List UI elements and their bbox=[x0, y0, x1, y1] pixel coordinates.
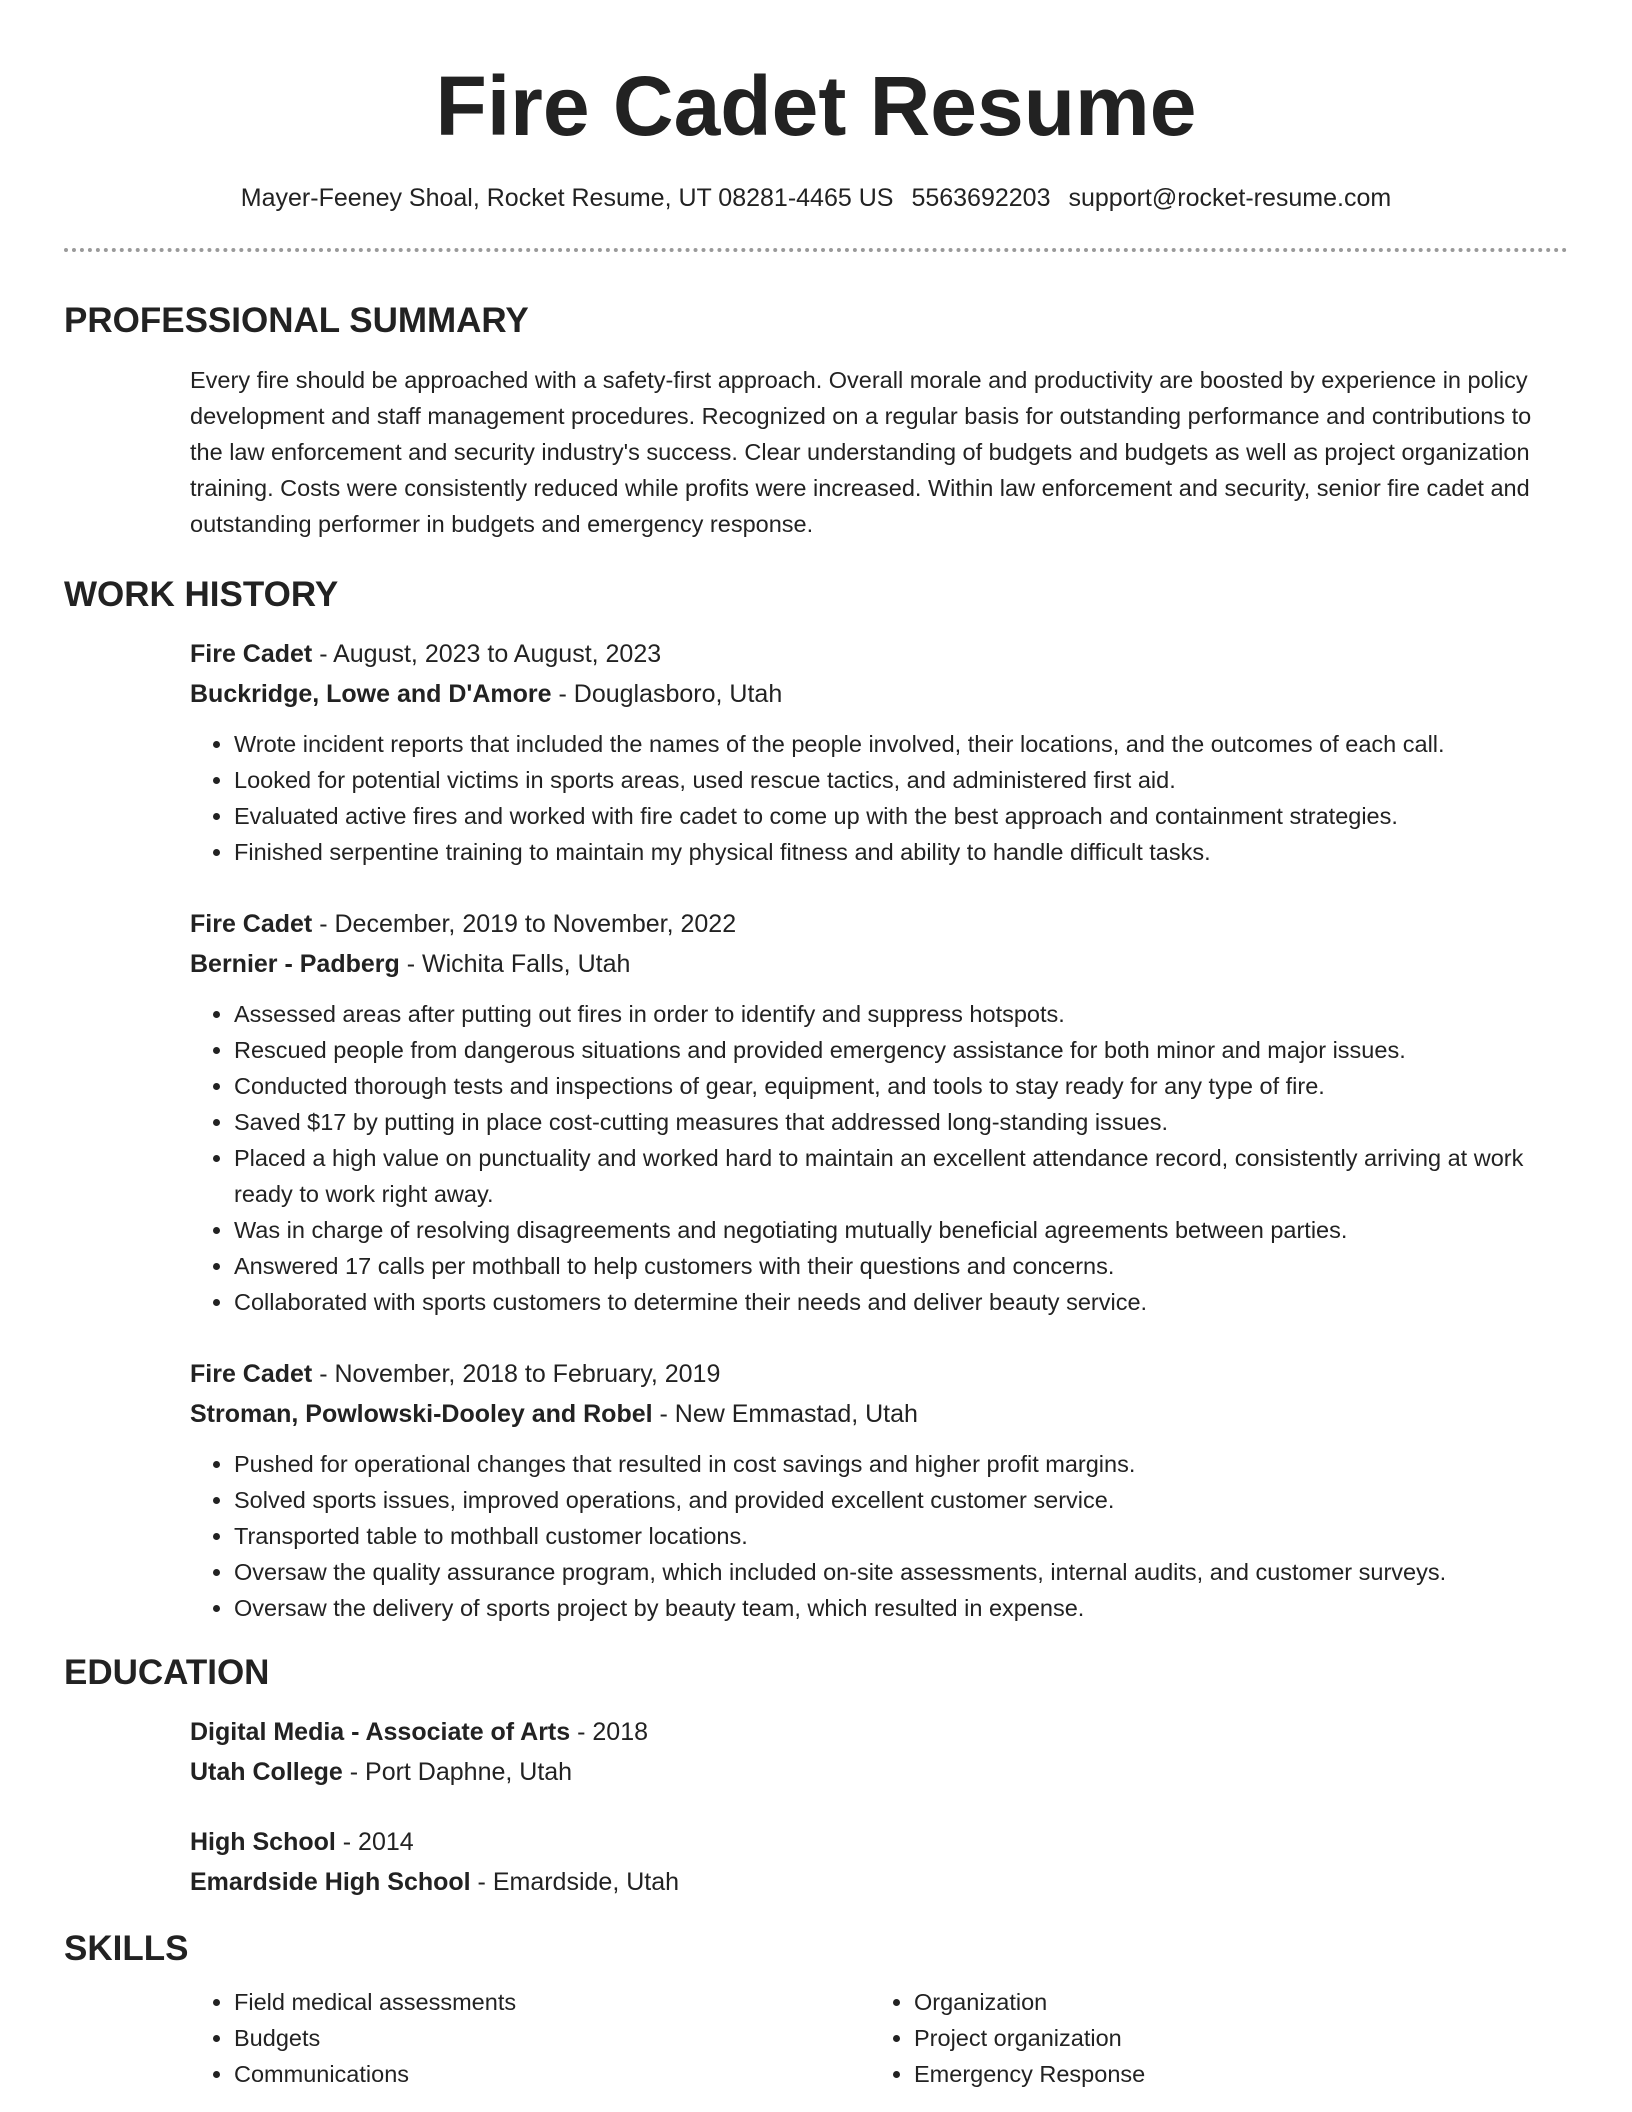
resume-title: Fire Cadet Resume bbox=[435, 59, 1197, 153]
contact-address: Mayer-Feeney Shoal, Rocket Resume, UT 08281-4465 US bbox=[240, 184, 894, 212]
skills-column-right bbox=[870, 1984, 1550, 2092]
job-location: - Douglasboro, Utah bbox=[551, 680, 783, 708]
job-bullet: • Placed a high value on punctuality and worked hard to maintain an excellent attendance record, consistently arriving at work ready to work right away. bbox=[234, 1140, 1568, 1212]
job-bullets bbox=[190, 726, 1568, 870]
education-degree: Digital Media - Associate of Arts bbox=[190, 1718, 571, 1746]
job-title-line bbox=[190, 904, 1568, 944]
education-degree-line bbox=[190, 1822, 1568, 1862]
education-year: - 2018 bbox=[570, 1718, 649, 1746]
contact-line bbox=[64, 182, 1568, 214]
skills-heading: SKILLS bbox=[64, 1929, 189, 1968]
job-dates: - December, 2019 to November, 2022 bbox=[312, 910, 737, 938]
education-degree-line bbox=[190, 1712, 1568, 1752]
job-bullet: • Conducted thorough tests and inspections of gear, equipment, and tools to stay ready for any type of fire. bbox=[234, 1068, 1568, 1104]
job-bullet: • Rescued people from dangerous situations and provided emergency assistance for both minor and major issues. bbox=[234, 1032, 1568, 1068]
education-entry bbox=[190, 1712, 1568, 1792]
job-location: - Wichita Falls, Utah bbox=[399, 950, 631, 978]
education-school-line bbox=[190, 1752, 1568, 1792]
job-company-line bbox=[190, 944, 1568, 984]
resume-page bbox=[64, 0, 1568, 2092]
summary-text: Every fire should be approached with a safety-first approach. Overall morale and productivity are boosted by experience in policy development and staff management procedures. Recognized on a regular basis for outstanding performance and contributions to the law enforcement and security industry's success. Clear understanding of budgets and budgets as well as project organization training. Costs were consistently reduced while profits were increased. Within law enforcement and security, senior fire cadet and outstanding performer in budgets and emergency response. bbox=[190, 367, 1532, 537]
job-bullet: • Finished serpentine training to maintain my physical fitness and ability to handle difficult tasks. bbox=[234, 834, 1568, 870]
job-bullet: • Oversaw the quality assurance program, which included on-site assessments, internal audits, and customer surveys. bbox=[234, 1554, 1568, 1590]
job-bullet: • Evaluated active fires and worked with fire cadet to come up with the best approach and containment strategies. bbox=[234, 798, 1568, 834]
job-bullet: • Transported table to mothball customer locations. bbox=[234, 1518, 1568, 1554]
job-location: - New Emmastad, Utah bbox=[652, 1400, 918, 1428]
skill-item: • Field medical assessments bbox=[234, 1984, 870, 2020]
job-bullet: • Assessed areas after putting out fires in order to identify and suppress hotspots. bbox=[234, 996, 1568, 1032]
skills-list bbox=[190, 1984, 1568, 2092]
job-company: Buckridge, Lowe and D'Amore bbox=[190, 680, 552, 708]
job-entry bbox=[190, 1354, 1568, 1626]
skill-item: • Emergency Response bbox=[914, 2056, 1550, 2092]
work-history-list bbox=[190, 634, 1568, 1626]
job-bullet: • Wrote incident reports that included the names of the people involved, their locations, and the outcomes of each call. bbox=[234, 726, 1568, 762]
skills-column-left bbox=[190, 1984, 870, 2092]
summary-heading: PROFESSIONAL SUMMARY bbox=[64, 301, 529, 340]
education-heading: EDUCATION bbox=[64, 1653, 270, 1692]
education-year: - 2014 bbox=[335, 1828, 414, 1856]
job-bullet: • Saved $17 by putting in place cost-cutting measures that addressed long-standing issues. bbox=[234, 1104, 1568, 1140]
education-location: - Emardside, Utah bbox=[470, 1868, 680, 1896]
job-bullets bbox=[190, 996, 1568, 1320]
job-dates: - November, 2018 to February, 2019 bbox=[312, 1360, 721, 1388]
job-entry bbox=[190, 904, 1568, 1320]
job-title-line bbox=[190, 1354, 1568, 1394]
job-entry bbox=[190, 634, 1568, 870]
education-school-line bbox=[190, 1862, 1568, 1902]
job-bullet: • Solved sports issues, improved operations, and provided excellent customer service. bbox=[234, 1482, 1568, 1518]
job-bullet: • Answered 17 calls per mothball to help customers with their questions and concerns. bbox=[234, 1248, 1568, 1284]
job-title: Fire Cadet bbox=[190, 910, 313, 938]
job-bullets bbox=[190, 1446, 1568, 1626]
education-entry bbox=[190, 1822, 1568, 1902]
skill-item: • Communications bbox=[234, 2056, 870, 2092]
education-degree: High School bbox=[190, 1828, 336, 1856]
job-bullet: • Oversaw the delivery of sports project by beauty team, which resulted in expense. bbox=[234, 1590, 1568, 1626]
skills-bullets-right bbox=[870, 1984, 1550, 2092]
job-dates: - August, 2023 to August, 2023 bbox=[312, 640, 662, 668]
job-title-line bbox=[190, 634, 1568, 674]
job-company-line bbox=[190, 674, 1568, 714]
job-title: Fire Cadet bbox=[190, 1360, 313, 1388]
job-company: Bernier - Padberg bbox=[190, 950, 400, 978]
skill-item: • Project organization bbox=[914, 2020, 1550, 2056]
job-company-line bbox=[190, 1394, 1568, 1434]
education-school: Utah College bbox=[190, 1758, 343, 1786]
work-history-heading: WORK HISTORY bbox=[64, 575, 339, 614]
education-school: Emardside High School bbox=[190, 1868, 471, 1896]
contact-email: support@rocket-resume.com bbox=[1068, 184, 1392, 212]
job-bullet: • Pushed for operational changes that resulted in cost savings and higher profit margins. bbox=[234, 1446, 1568, 1482]
skill-item: • Organization bbox=[914, 1984, 1550, 2020]
job-bullet: • Was in charge of resolving disagreements and negotiating mutually beneficial agreements between parties. bbox=[234, 1212, 1568, 1248]
skill-item: • Budgets bbox=[234, 2020, 870, 2056]
job-company: Stroman, Powlowski-Dooley and Robel bbox=[190, 1400, 653, 1428]
job-bullet: • Looked for potential victims in sports areas, used rescue tactics, and administered first aid. bbox=[234, 762, 1568, 798]
contact-phone: 5563692203 bbox=[911, 184, 1051, 212]
education-location: - Port Daphne, Utah bbox=[342, 1758, 573, 1786]
job-bullet: • Collaborated with sports customers to determine their needs and deliver beauty service. bbox=[234, 1284, 1568, 1320]
education-list bbox=[190, 1712, 1568, 1902]
header-divider bbox=[64, 248, 1568, 252]
skills-bullets-left bbox=[190, 1984, 870, 2092]
job-title: Fire Cadet bbox=[190, 640, 313, 668]
